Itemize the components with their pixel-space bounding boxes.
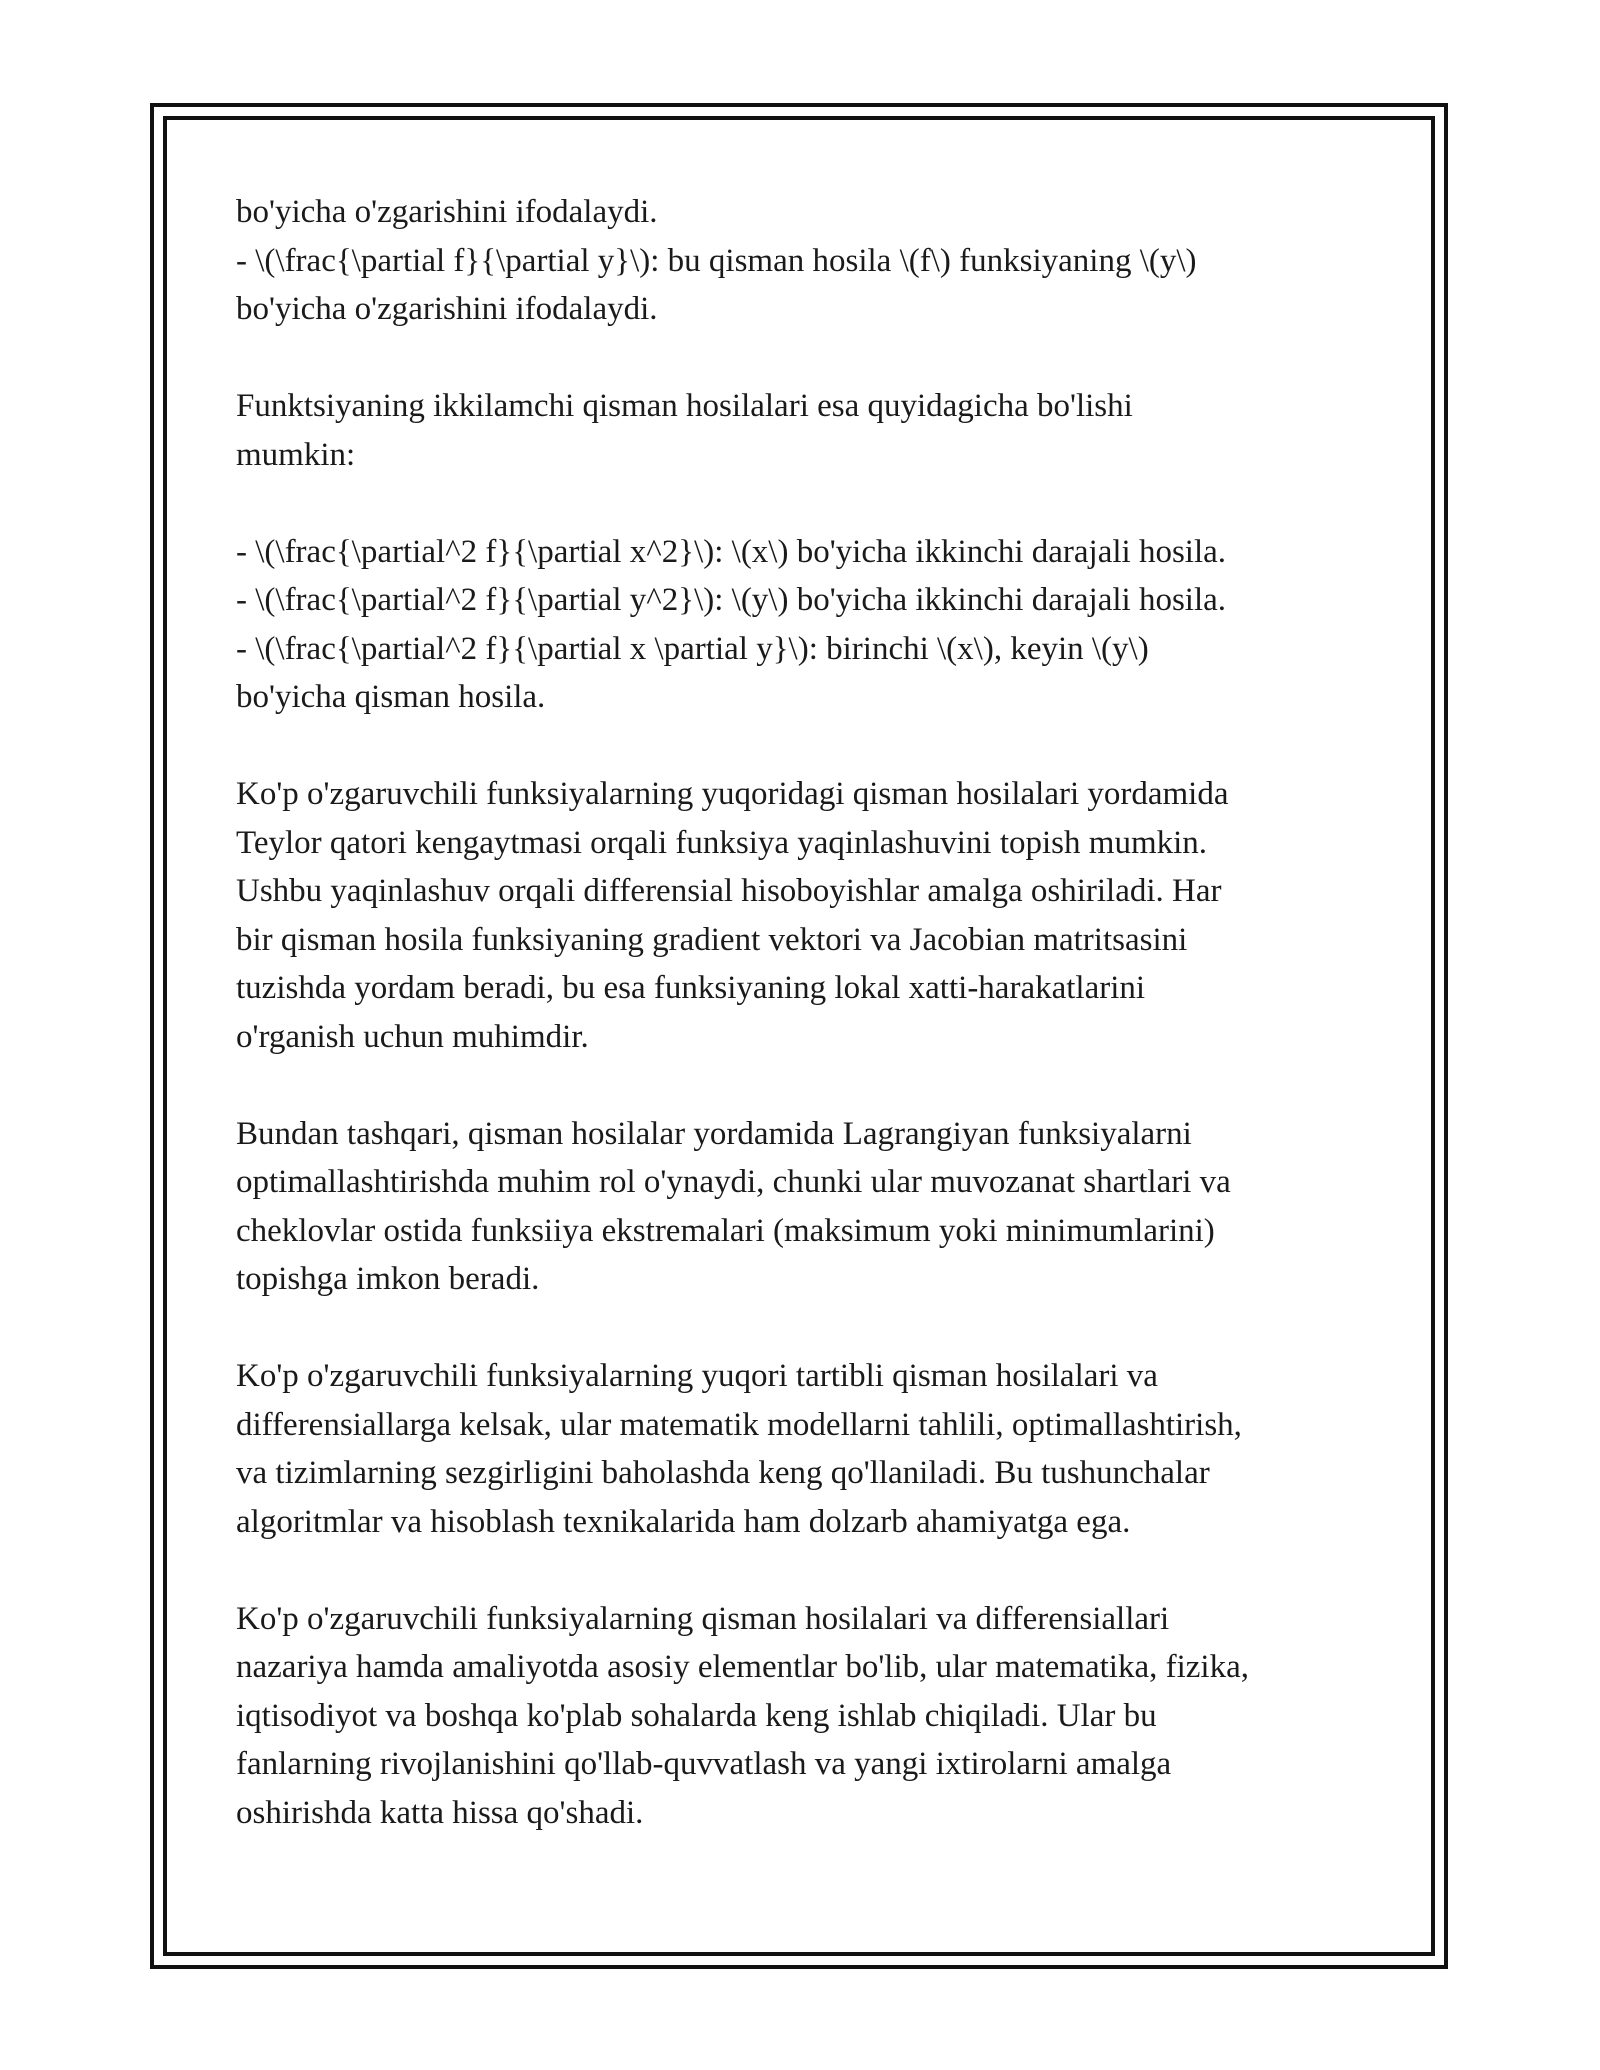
text-line: o'rganish uchun muhimdir.: [236, 1018, 589, 1055]
text-line: tuzishda yordam beradi, bu esa funksiyaning lokal xatti-harakatlarini: [236, 970, 1146, 1006]
paragraph-second-order-intro: [236, 382, 1376, 479]
document-body: [236, 188, 1376, 1837]
text-line: Teylor qatori kengaytmasi orqali funksiya yaqinlashuvini topish mumkin.: [236, 824, 1208, 861]
list-item-line: - \(\frac{\partial^2 f}{\partial x \partial y}\): birinchi \(x\), keyin \(y\): [236, 630, 1149, 667]
paragraph-lagrangian: [236, 1110, 1376, 1304]
paragraph-spacer: [236, 1304, 1376, 1353]
paragraph-higher-order: [236, 1352, 1376, 1546]
paragraph-spacer: [236, 1061, 1376, 1110]
paragraph-conclusion: [236, 1595, 1376, 1838]
paragraph-second-order-list: [236, 528, 1376, 722]
list-item-line: - \(\frac{\partial^2 f}{\partial y^2}\): \(y\) bo'yicha ikkinchi darajali hosila.: [236, 582, 1227, 618]
text-line: topishga imkon beradi.: [236, 1261, 540, 1297]
text-line: fanlarning rivojlanishini qo'llab-quvvatlash va yangi ixtirolarni amalga: [236, 1746, 1172, 1782]
text-line: Funktsiyaning ikkilamchi qisman hosilalari esa quyidagicha bo'lishi: [236, 388, 1133, 424]
paragraph-continuation: [236, 188, 1376, 334]
text-line: optimallashtirishda muhim rol o'ynaydi, chunki ular muvozanat shartlari va: [236, 1164, 1231, 1200]
text-line: differensiallarga kelsak, ular matematik modellarni tahlili, optimallashtirish,: [236, 1406, 1242, 1443]
text-line: Ko'p o'zgaruvchili funksiyalarning yuqoridagi qisman hosilalari yordamida: [236, 776, 1229, 812]
text-line: bir qisman hosila funksiyaning gradient vektori va Jacobian matritsasini: [236, 921, 1188, 958]
text-line: Ko'p o'zgaruvchili funksiyalarning yuqori tartibli qisman hosilalari va: [236, 1358, 1158, 1394]
text-line: mumkin:: [236, 436, 356, 473]
text-line: bo'yicha o'zgarishini ifodalaydi.: [236, 291, 658, 327]
text-line: Ushbu yaqinlashuv orqali differensial hisoboyishlar amalga oshiriladi. Har: [236, 873, 1222, 909]
paragraph-spacer: [236, 479, 1376, 528]
text-line: iqtisodiyot va boshqa ko'plab sohalarda keng ishlab chiqiladi. Ular bu: [236, 1697, 1157, 1734]
text-line: cheklovlar ostida funksiiya ekstremalari (maksimum yoki minimumlarini): [236, 1212, 1215, 1249]
text-line: nazariya hamda amaliyotda asosiy elementlar bo'lib, ular matematika, fizika,: [236, 1649, 1249, 1685]
list-item-line: bo'yicha qisman hosila.: [236, 679, 546, 715]
paragraph-taylor: [236, 770, 1376, 1061]
text-line: - \(\frac{\partial f}{\partial y}\): bu qisman hosila \(f\) funksiyaning \(y\): [236, 242, 1197, 279]
text-line: Bundan tashqari, qisman hosilalar yordamida Lagrangiyan funksiyalarni: [236, 1115, 1192, 1152]
paragraph-spacer: [236, 1546, 1376, 1595]
text-line: va tizimlarning sezgirligini baholashda keng qo'llaniladi. Bu tushunchalar: [236, 1455, 1210, 1491]
text-line: Ko'p o'zgaruvchili funksiyalarning qisman hosilalari va differensiallari: [236, 1600, 1170, 1637]
paragraph-spacer: [236, 722, 1376, 771]
text-line: algoritmlar va hisoblash texnikalarida ham dolzarb ahamiyatga ega.: [236, 1503, 1131, 1540]
paragraph-spacer: [236, 334, 1376, 383]
text-line: oshirishda katta hissa qo'shadi.: [236, 1794, 644, 1831]
text-line: bo'yicha o'zgarishini ifodalaydi.: [236, 194, 658, 230]
list-item-line: - \(\frac{\partial^2 f}{\partial x^2}\): \(x\) bo'yicha ikkinchi darajali hosila.: [236, 533, 1227, 570]
